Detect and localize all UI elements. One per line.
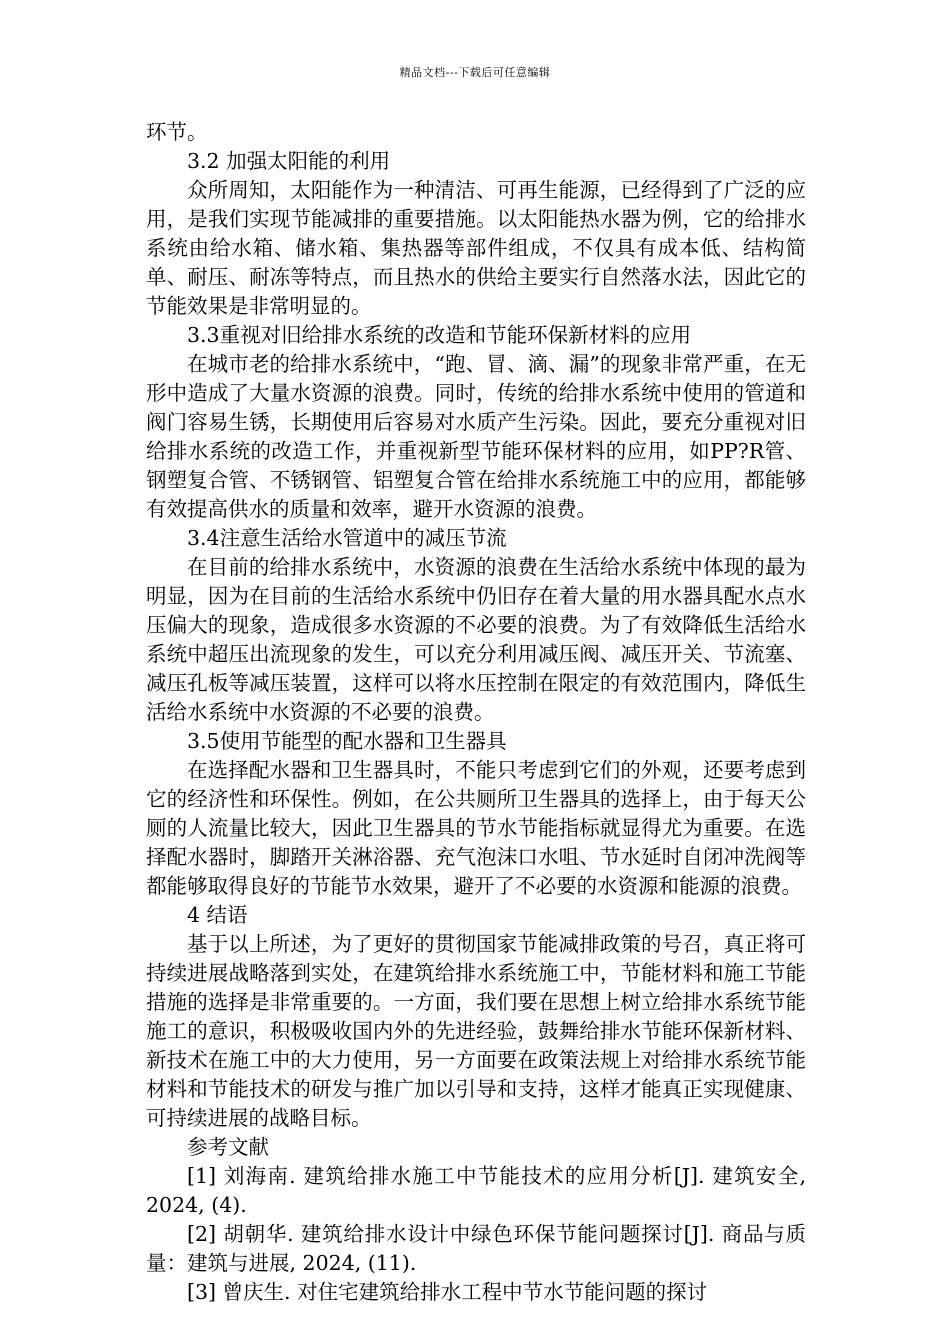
page-header: 精品文档---下载后可任意编辑 [399, 66, 551, 79]
paragraph-continuation: 环节。 [146, 120, 208, 144]
reference-item-3: [3] 曾庆生. 对住宅建筑给排水工程中节水节能问题的探讨 [187, 1280, 708, 1304]
section-heading-3-3: 3.3重视对旧给排水系统的改造和节能环保新材料的应用 [187, 323, 692, 347]
paragraph-renovation: 在城市老的给排水系统中，“跑、冒、滴、漏”的现象非常严重，在无形中造成了大量水资源的浪费。同时，传统的给排水系统中使用的管道和阀门容易生锈，长期使用后容易对水质产生污染。因此，要充分重视对旧给排水系统的改造工作，并重视新型节能环保材料的应用，如PP?R管、钢塑复合管、不锈钢管、铝塑复合管在给排水系统施工中的应用，都能够有效提高供水的质量和效率，避开水资源的浪费。 [146, 352, 806, 521]
paragraph-solar: 众所周知，太阳能作为一种清洁、可再生能源，已经得到了广泛的应用，是我们实现节能减排的重要措施。以太阳能热水器为例，它的给排水系统由给水箱、储水箱、集热器等部件组成，不仅具有成本低、结构简单、耐压、耐冻等特点，而且热水的供给主要实行自然落水法，因此它的节能效果是非常明显的。 [146, 178, 806, 318]
section-heading-3-4: 3.4注意生活给水管道中的减压节流 [187, 526, 507, 550]
document-body [146, 118, 806, 1307]
paragraph-conclusion: 基于以上所述，为了更好的贯彻国家节能减排政策的号召，真正将可持续进展战略落到实处，在建筑给排水系统施工中，节能材料和施工节能措施的选择是非常重要的。一方面，我们要在思想上树立给排水系统节能施工的意识，积极吸收国内外的先进经验，鼓舞给排水节能环保新材料、新技术在施工中的大力使用，另一方面要在政策法规上对给排水系统节能材料和节能技术的研发与推广加以引导和支持，这样才能真正实现健康、可持续进展的战略目标。 [146, 932, 806, 1130]
reference-item-2: [2] 胡朝华. 建筑给排水设计中绿色环保节能问题探讨[J]. 商品与质量：建筑与进展, 2024, (11). [146, 1222, 806, 1275]
section-heading-3-2: 3.2 加强太阳能的利用 [187, 149, 391, 173]
reference-item-1: [1] 刘海南. 建筑给排水施工中节能技术的应用分析[J]. 建筑安全, 2024, (4). [146, 1164, 806, 1217]
references-title: 参考文献 [187, 1135, 269, 1159]
paragraph-fixtures: 在选择配水器和卫生器具时，不能只考虑到它们的外观，还要考虑到它的经济性和环保性。例如，在公共厕所卫生器具的选择上，由于每天公厕的人流量比较大，因此卫生器具的节水节能指标就显得尤为重要。在选择配水器时，脚踏开关淋浴器、充气泡沫口水咀、节水延时自闭冲洗阀等都能够取得良好的节能节水效果，避开了不必要的水资源和能源的浪费。 [146, 758, 806, 898]
section-heading-3-5: 3.5使用节能型的配水器和卫生器具 [187, 729, 507, 753]
paragraph-pressure-reduction: 在目前的给排水系统中，水资源的浪费在生活给水系统中体现的最为明显，因为在目前的生活给水系统中仍旧存在着大量的用水器具配水点水压偏大的现象，造成很多水资源的不必要的浪费。为了有效降低生活给水系统中超压出流现象的发生，可以充分利用减压阀、减压开关、节流塞、减压孔板等减压装置，这样可以将水压控制在限定的有效范围内，降低生活给水系统中水资源的不必要的浪费。 [146, 555, 806, 724]
section-heading-4: 4 结语 [187, 903, 248, 927]
